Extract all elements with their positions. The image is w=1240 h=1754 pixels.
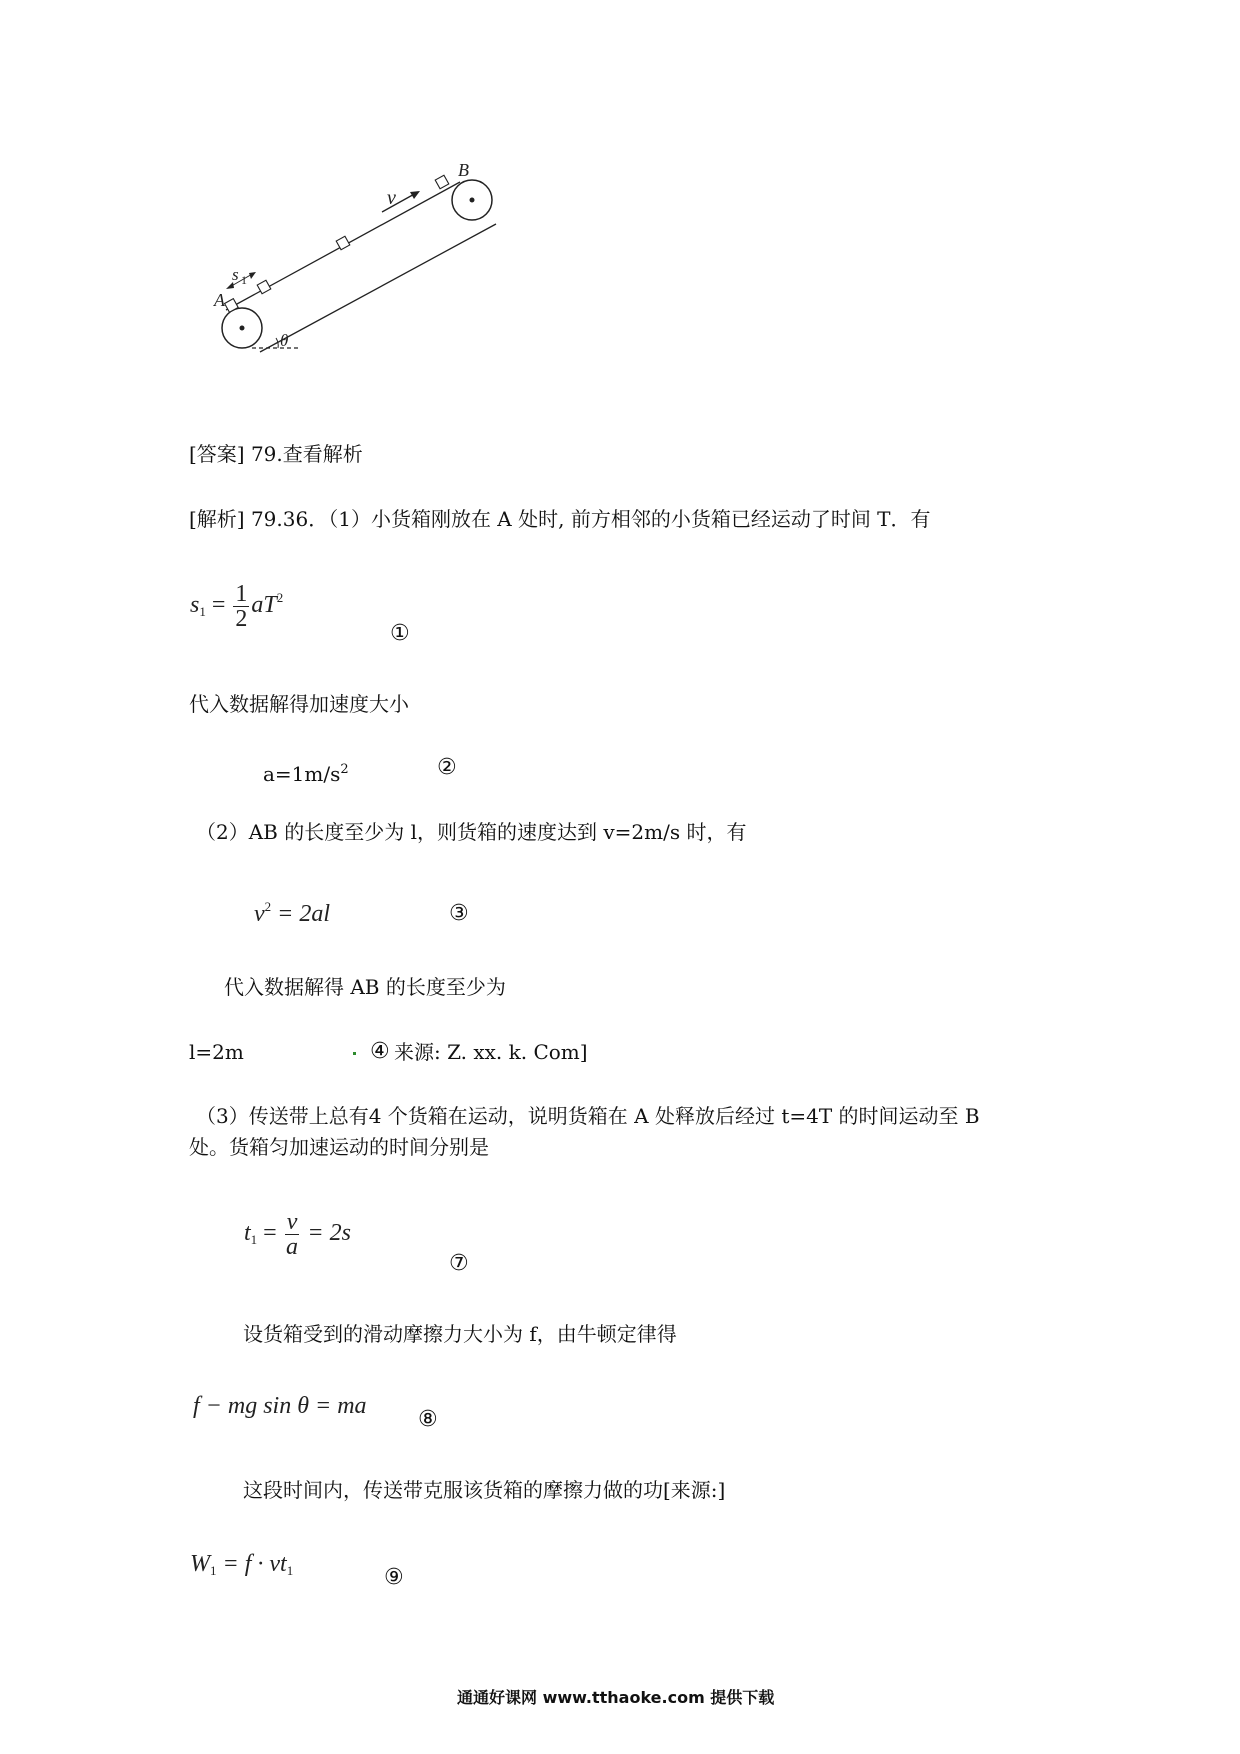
equation-3: $v^2 = 2al$ [254, 899, 331, 927]
marker-7: ⑦ [449, 1251, 469, 1276]
box-4 [435, 175, 449, 189]
answer-line: [答案] 79.查看解析 [189, 442, 363, 466]
pulley-b-center [470, 198, 475, 203]
source-note: 来源: Z. xx. k. Com] [394, 1040, 588, 1064]
length-line: 代入数据解得 AB 的长度至少为 [224, 975, 506, 999]
equation-9: $W_1 = f \cdot vt_1$ [190, 1551, 294, 1578]
marker-4: ④ [370, 1039, 390, 1064]
label-v: v [387, 187, 396, 209]
green-dot [353, 1052, 356, 1055]
page-footer: 通通好课网 www.tthaoke.com 提供下载 [457, 1688, 775, 1707]
box-3 [336, 236, 350, 250]
analysis-line: [解析] 79.36．（1）小货箱刚放在 A 处时, 前方相邻的小货箱已经运动了时间 T．有 [189, 507, 931, 531]
marker-1: ① [390, 621, 410, 646]
work-line: 这段时间内，传送带克服该货箱的摩擦力做的功[来源:] [243, 1478, 726, 1502]
equation-4: l=2m [189, 1040, 244, 1064]
label-b: B [458, 160, 469, 180]
s1-arrowhead-right [249, 272, 256, 279]
label-theta: θ [280, 331, 289, 350]
friction-line: 设货箱受到的滑动摩擦力大小为 f，由牛顿定律得 [243, 1322, 677, 1346]
part-2-line: （2）AB 的长度至少为 l，则货箱的速度达到 v=2m/s 时，有 [196, 820, 747, 844]
fraction-v-over-a: $\frac{v}{a}$ [286, 1209, 299, 1260]
marker-9: ⑨ [384, 1565, 404, 1590]
equation-1: $s_1$ = $\frac{1}{2}$ $aT^2$ [190, 581, 284, 632]
accel-line: 代入数据解得加速度大小 [189, 692, 409, 716]
belt-bottom-line [260, 224, 496, 352]
part-3-line-1: （3）传送带上总有4 个货箱在运动，说明货箱在 A 处释放后经过 t=4T 的时间运动至 B [196, 1104, 980, 1128]
label-a: A [214, 290, 225, 310]
fraction-half: $\frac{1}{2}$ [235, 581, 248, 632]
label-s1: s [232, 265, 239, 284]
marker-2: ② [437, 755, 457, 780]
part-3-line-2: 处。货箱匀加速运动的时间分别是 [189, 1135, 489, 1159]
marker-3: ③ [449, 901, 469, 926]
equation-7: $t_1$ = $\frac{v}{a}$ = 2s [244, 1209, 351, 1260]
equation-2: $a=1m/s^2$ [263, 762, 349, 786]
marker-8: ⑧ [418, 1407, 438, 1432]
conveyor-belt-diagram [214, 160, 570, 400]
label-s1-sub: 1 [241, 273, 247, 287]
pulley-a-center [240, 326, 245, 331]
equation-8: f − mg sin θ = ma [193, 1393, 367, 1419]
